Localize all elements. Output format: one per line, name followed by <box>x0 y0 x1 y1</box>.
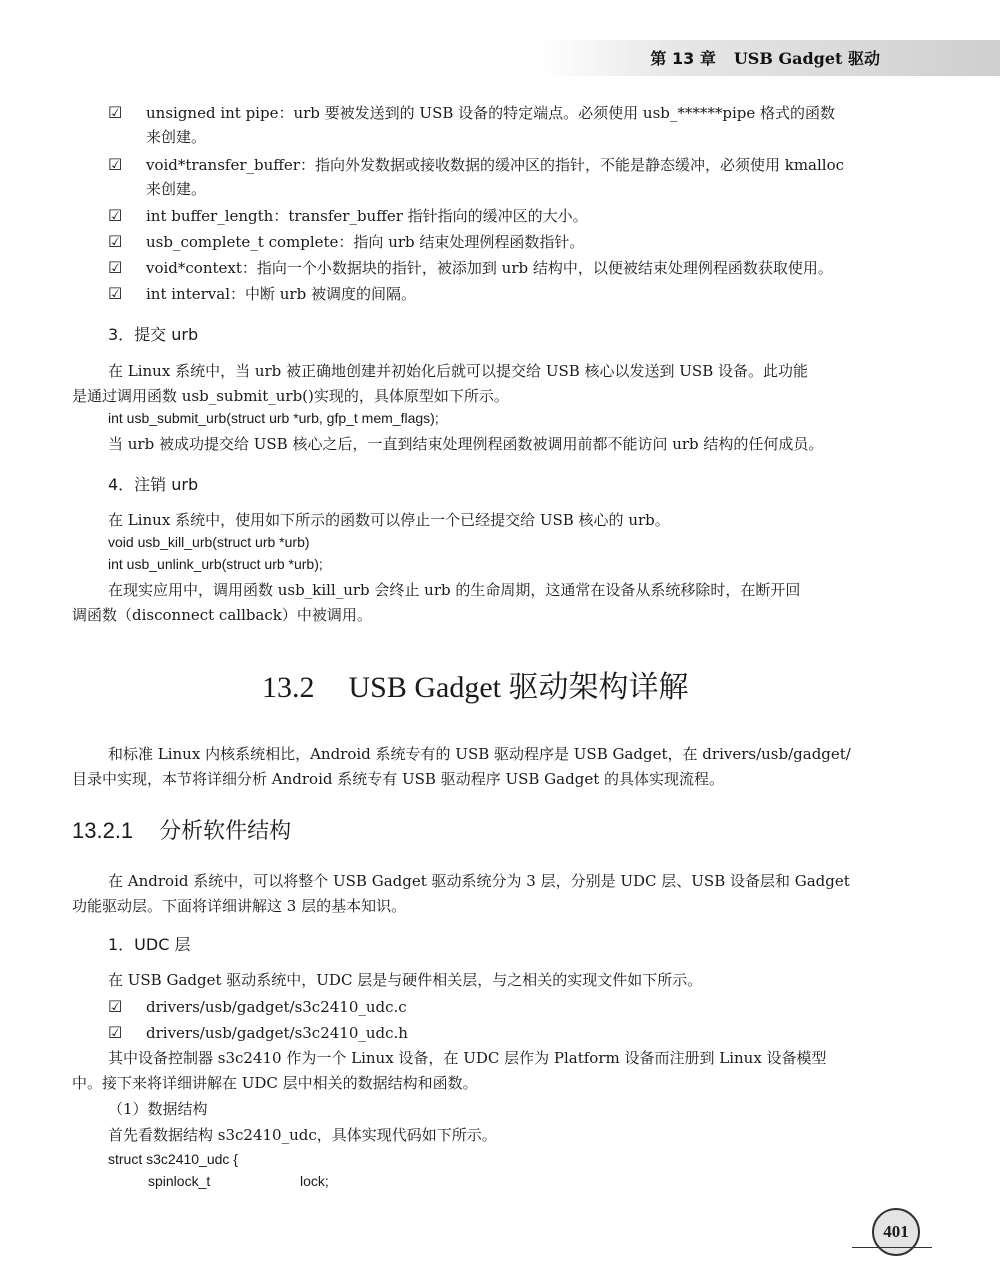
paragraph-line: 在 Linux 系统中，使用如下所示的函数可以停止一个已经提交给 USB 核心的 urb。 <box>108 511 670 529</box>
bullet-text: int buffer_length：transfer_buffer 指针指向的缓冲区的大小。 <box>146 207 588 225</box>
bullet-text: 来创建。 <box>146 128 207 146</box>
bullet-text: void*transfer_buffer：指向外发数据或接收数据的缓冲区的指针，不能是静态缓冲，必须使用 kmalloc <box>146 156 845 174</box>
section-title <box>262 662 689 706</box>
file-path: drivers/usb/gadget/s3c2410_udc.h <box>146 1024 408 1042</box>
subsection-name: 分析软件结构 <box>159 818 292 843</box>
code-line: void usb_kill_urb(struct urb *urb) <box>108 534 310 550</box>
paragraph-line: 功能驱动层。下面将详细讲解这 3 层的基本知识。 <box>72 897 407 915</box>
bullet-text: int interval：中断 urb 被调度的间隔。 <box>146 285 416 303</box>
section-name: USB Gadget 驱动架构详解 <box>348 671 689 704</box>
file-path: drivers/usb/gadget/s3c2410_udc.c <box>146 998 407 1016</box>
paragraph-line: 在 Linux 系统中，当 urb 被正确地创建并初始化后就可以提交给 USB 核心以发送到 USB 设备。此功能 <box>108 362 809 380</box>
paragraph-line: 目录中实现，本节将详细分析 Android 系统专有 USB 驱动程序 USB Gadget 的具体实现流程。 <box>72 770 724 788</box>
paragraph-line: 调函数（disconnect callback）中被调用。 <box>72 606 372 624</box>
code-line: int usb_submit_urb(struct urb *urb, gfp_t mem_flags); <box>108 410 439 426</box>
section-number: 13.2 <box>262 671 315 704</box>
paragraph-line: 在 Android 系统中，可以将整个 USB Gadget 驱动系统分为 3 层，分别是 UDC 层、USB 设备层和 Gadget <box>108 872 850 890</box>
bullet-text: 来创建。 <box>146 180 207 198</box>
heading-submit-urb: 3．提交 urb <box>108 325 199 344</box>
paragraph-line: 首先看数据结构 s3c2410_udc，具体实现代码如下所示。 <box>108 1126 497 1144</box>
checkbox-icon: ☑ <box>108 284 123 303</box>
bullet-text: usb_complete_t complete：指向 urb 结束处理例程函数指针。 <box>146 233 585 251</box>
code-line: lock; <box>300 1173 329 1189</box>
paragraph-line: 在 USB Gadget 驱动系统中，UDC 层是与硬件相关层，与之相关的实现文件如下所示。 <box>108 971 703 989</box>
chapter-label: 第 13 章 <box>650 49 716 68</box>
heading-udc-layer: 1．UDC 层 <box>108 935 191 954</box>
checkbox-icon: ☑ <box>108 997 123 1016</box>
paragraph-line: 其中设备控制器 s3c2410 作为一个 Linux 设备，在 UDC 层作为 Platform 设备而注册到 Linux 设备模型 <box>108 1049 827 1067</box>
page-number: 401 <box>872 1208 920 1256</box>
paragraph-line: 在现实应用中，调用函数 usb_kill_urb 会终止 urb 的生命周期，这通常在设备从系统移除时，在断开回 <box>108 581 801 599</box>
bullet-text: unsigned int pipe：urb 要被发送到的 USB 设备的特定端点。必须使用 usb_******pipe 格式的函数 <box>146 104 836 122</box>
heading-kill-urb: 4．注销 urb <box>108 475 199 494</box>
checkbox-icon: ☑ <box>108 155 123 174</box>
code-line: spinlock_t <box>148 1173 211 1189</box>
checkbox-icon: ☑ <box>108 103 123 122</box>
bullet-text: void*context：指向一个小数据块的指针，被添加到 urb 结构中，以便被结束处理例程函数获取使用。 <box>146 259 833 277</box>
checkbox-icon: ☑ <box>108 206 123 225</box>
subsection-title <box>72 814 291 845</box>
paragraph-line: 和标准 Linux 内核系统相比，Android 系统专有的 USB 驱动程序是 USB Gadget，在 drivers/usb/gadget/ <box>108 745 851 763</box>
paragraph-line: 中。接下来将详细讲解在 UDC 层中相关的数据结构和函数。 <box>72 1074 478 1092</box>
running-header <box>650 46 880 69</box>
paragraph-line: 当 urb 被成功提交给 USB 核心之后，一直到结束处理例程函数被调用前都不能访问 urb 结构的任何成员。 <box>108 435 824 453</box>
page-number-rule <box>852 1247 932 1248</box>
checkbox-icon: ☑ <box>108 1023 123 1042</box>
paragraph-line: 是通过调用函数 usb_submit_urb()实现的，具体原型如下所示。 <box>72 387 509 405</box>
checkbox-icon: ☑ <box>108 258 123 277</box>
code-line: struct s3c2410_udc { <box>108 1151 238 1167</box>
chapter-title: USB Gadget 驱动 <box>733 49 880 68</box>
subsection-number: 13.2.1 <box>72 818 134 843</box>
checkbox-icon: ☑ <box>108 232 123 251</box>
list-item-label: （1）数据结构 <box>108 1100 208 1118</box>
code-line: int usb_unlink_urb(struct urb *urb); <box>108 556 323 572</box>
